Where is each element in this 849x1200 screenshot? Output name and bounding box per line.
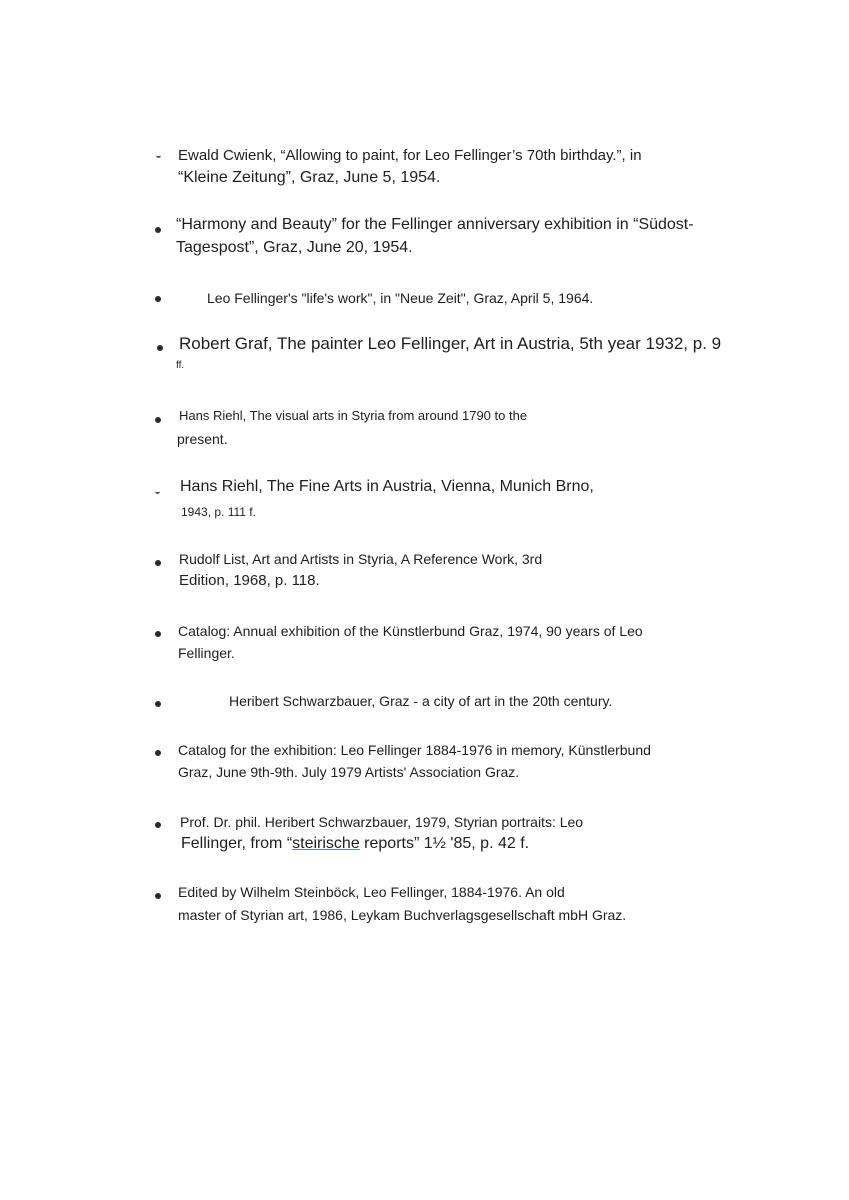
bullet-icon xyxy=(155,560,161,566)
entry-line: Prof. Dr. phil. Heribert Schwarzbauer, 1979, Styrian portraits: Leo xyxy=(180,814,584,830)
entry-line: Robert Graf, The painter Leo Fellinger, Art in Austria, 5th year 1932, p. 9 xyxy=(179,334,722,353)
bullet-icon xyxy=(155,701,161,707)
entry-line: “Kleine Zeitung”, Graz, June 5, 1954. xyxy=(178,169,441,186)
spellcheck-underlined-word: steirische xyxy=(292,835,360,852)
entry-line: Catalog: Annual exhibition of the Künstlerbund Graz, 1974, 90 years of Leo xyxy=(178,623,643,639)
entry-line-text: Fellinger, from “ xyxy=(181,835,293,852)
bullet-icon xyxy=(155,631,161,637)
entry-line: Edited by Wilhelm Steinböck, Leo Fellinger, 1884-1976. An old xyxy=(178,884,565,900)
entry-line: Leo Fellinger's "life's work", in "Neue Zeit", Graz, April 5, 1964. xyxy=(207,290,594,306)
bullet-icon xyxy=(155,417,161,423)
entry-line: present. xyxy=(177,431,228,447)
entry-line: Hans Riehl, The visual arts in Styria from around 1790 to the xyxy=(179,408,528,423)
entry-line: Hans Riehl, The Fine Arts in Austria, Vienna, Munich Brno, xyxy=(180,478,594,495)
entry-line: Catalog for the exhibition: Leo Fellinger 1884-1976 in memory, Künstlerbund xyxy=(178,742,651,758)
bullet-icon xyxy=(157,345,163,351)
bullet-icon xyxy=(155,822,161,828)
entry-line: Fellinger. xyxy=(178,645,235,661)
entry-line: 1943, p. 111 f. xyxy=(181,505,256,519)
entry-line: Rudolf List, Art and Artists in Styria, A Reference Work, 3rd xyxy=(179,551,543,567)
bullet-icon xyxy=(155,893,161,899)
bullet-icon xyxy=(155,488,160,494)
bullet-icon xyxy=(156,152,161,158)
bullet-icon xyxy=(155,227,161,233)
entry-line: Ewald Cwienk, “Allowing to paint, for Leo Fellinger’s 70th birthday.”, in xyxy=(178,147,642,164)
entry-line: Graz, June 9th-9th. July 1979 Artists' Association Graz. xyxy=(178,764,520,780)
bullet-icon xyxy=(155,296,161,302)
bullet-icon xyxy=(155,750,161,756)
entry-line: Heribert Schwarzbauer, Graz - a city of art in the 20th century. xyxy=(229,693,613,709)
entry-line-text: reports” 1½ '85, p. 42 f. xyxy=(359,835,530,852)
entry-line: “Harmony and Beauty” for the Fellinger anniversary exhibition in “Südost- xyxy=(176,216,694,233)
entry-line: Edition, 1968, p. 118. xyxy=(179,572,320,589)
entry-line: master of Styrian art, 1986, Leykam Buchverlagsgesellschaft mbH Graz. xyxy=(178,907,627,923)
entry-line: Tagespost”, Graz, June 20, 1954. xyxy=(176,239,413,256)
entry-line xyxy=(181,836,529,852)
entry-line: ff. xyxy=(176,360,185,371)
